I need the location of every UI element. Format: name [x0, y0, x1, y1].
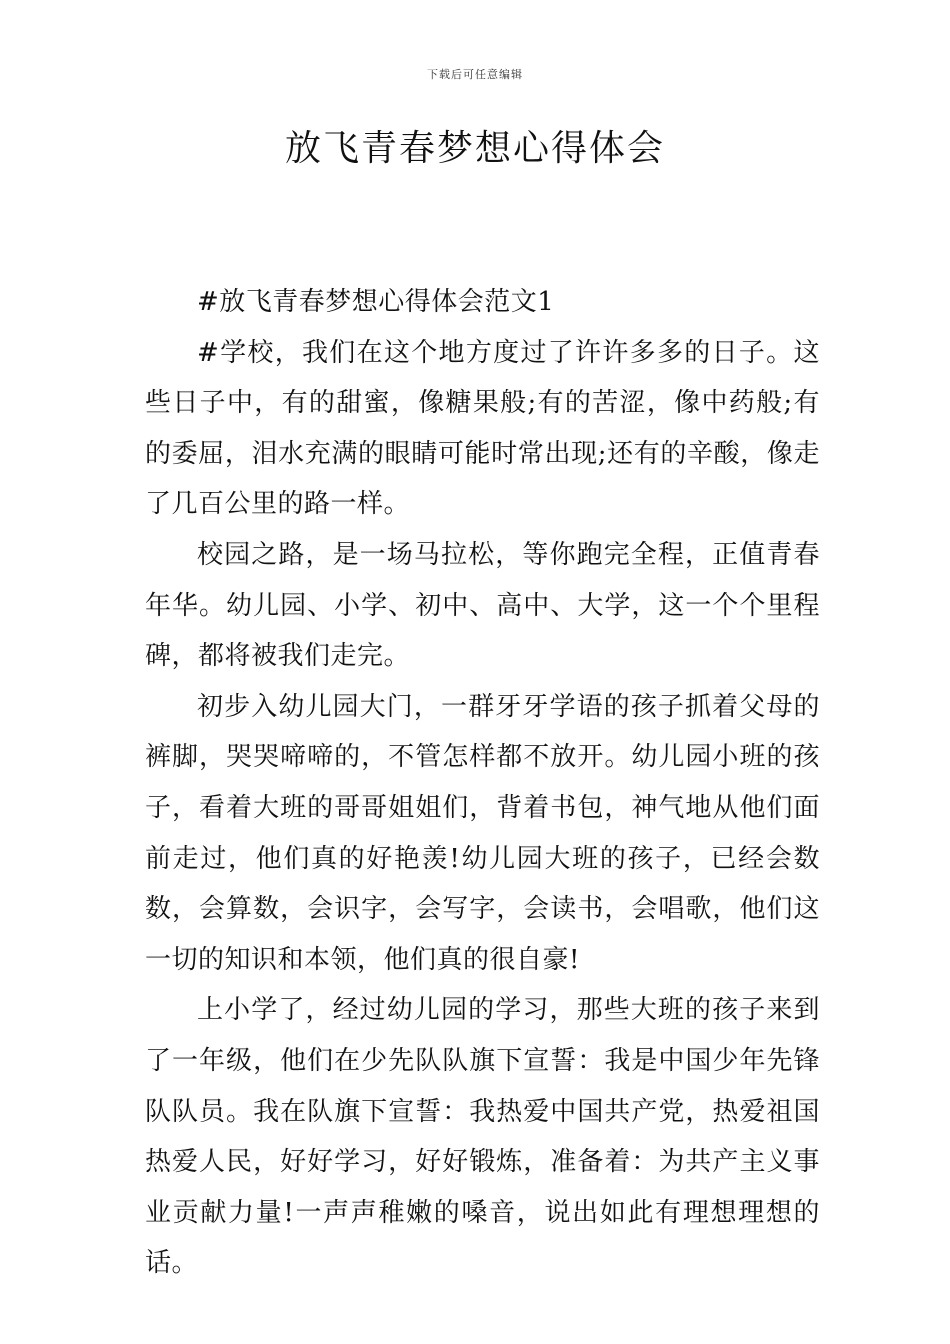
header-note: 下载后可任意编辑 — [427, 68, 523, 81]
paragraph: 上小学了，经过幼儿园的学习，那些大班的孩子来到了一年级，他们在少先队队旗下宣誓：我是中国少年先锋队队员。我在队旗下宣誓：我热爱中国共产党，热爱祖国热爱人民，好好学习，好好锻炼，准备着：为共产主义事业贡献力量!一声声稚嫩的嗓音，说出如此有理想理想的话。 — [145, 995, 820, 1279]
paragraph: #学校，我们在这个地方度过了许许多多的日子。这些日子中，有的甜蜜，像糖果般;有的苦涩，像中药般;有的委屈，泪水充满的眼睛可能时常出现;还有的辛酸，像走了几百公里的路一样。 — [145, 337, 820, 520]
document-title: 放飞青春梦想心得体会 — [284, 128, 665, 169]
paragraph: 校园之路，是一场马拉松，等你跑完全程，正值青春年华。幼儿园、小学、初中、高中、大学，这一个个里程碑，都将被我们走完。 — [145, 539, 820, 672]
paragraph-heading: #放飞青春梦想心得体会范文1 — [197, 287, 555, 317]
paragraph: 初步入幼儿园大门，一群牙牙学语的孩子抓着父母的裤脚，哭哭啼啼的，不管怎样都不放开。幼儿园小班的孩子，看着大班的哥哥姐姐们，背着书包，神气地从他们面前走过，他们真的好艳羡!幼儿园大班的孩子，已经会数数，会算数，会识字，会写字，会读书，会唱歌，他们这一切的知识和本领，他们真的很自豪! — [145, 691, 820, 975]
document-body — [145, 277, 820, 1289]
